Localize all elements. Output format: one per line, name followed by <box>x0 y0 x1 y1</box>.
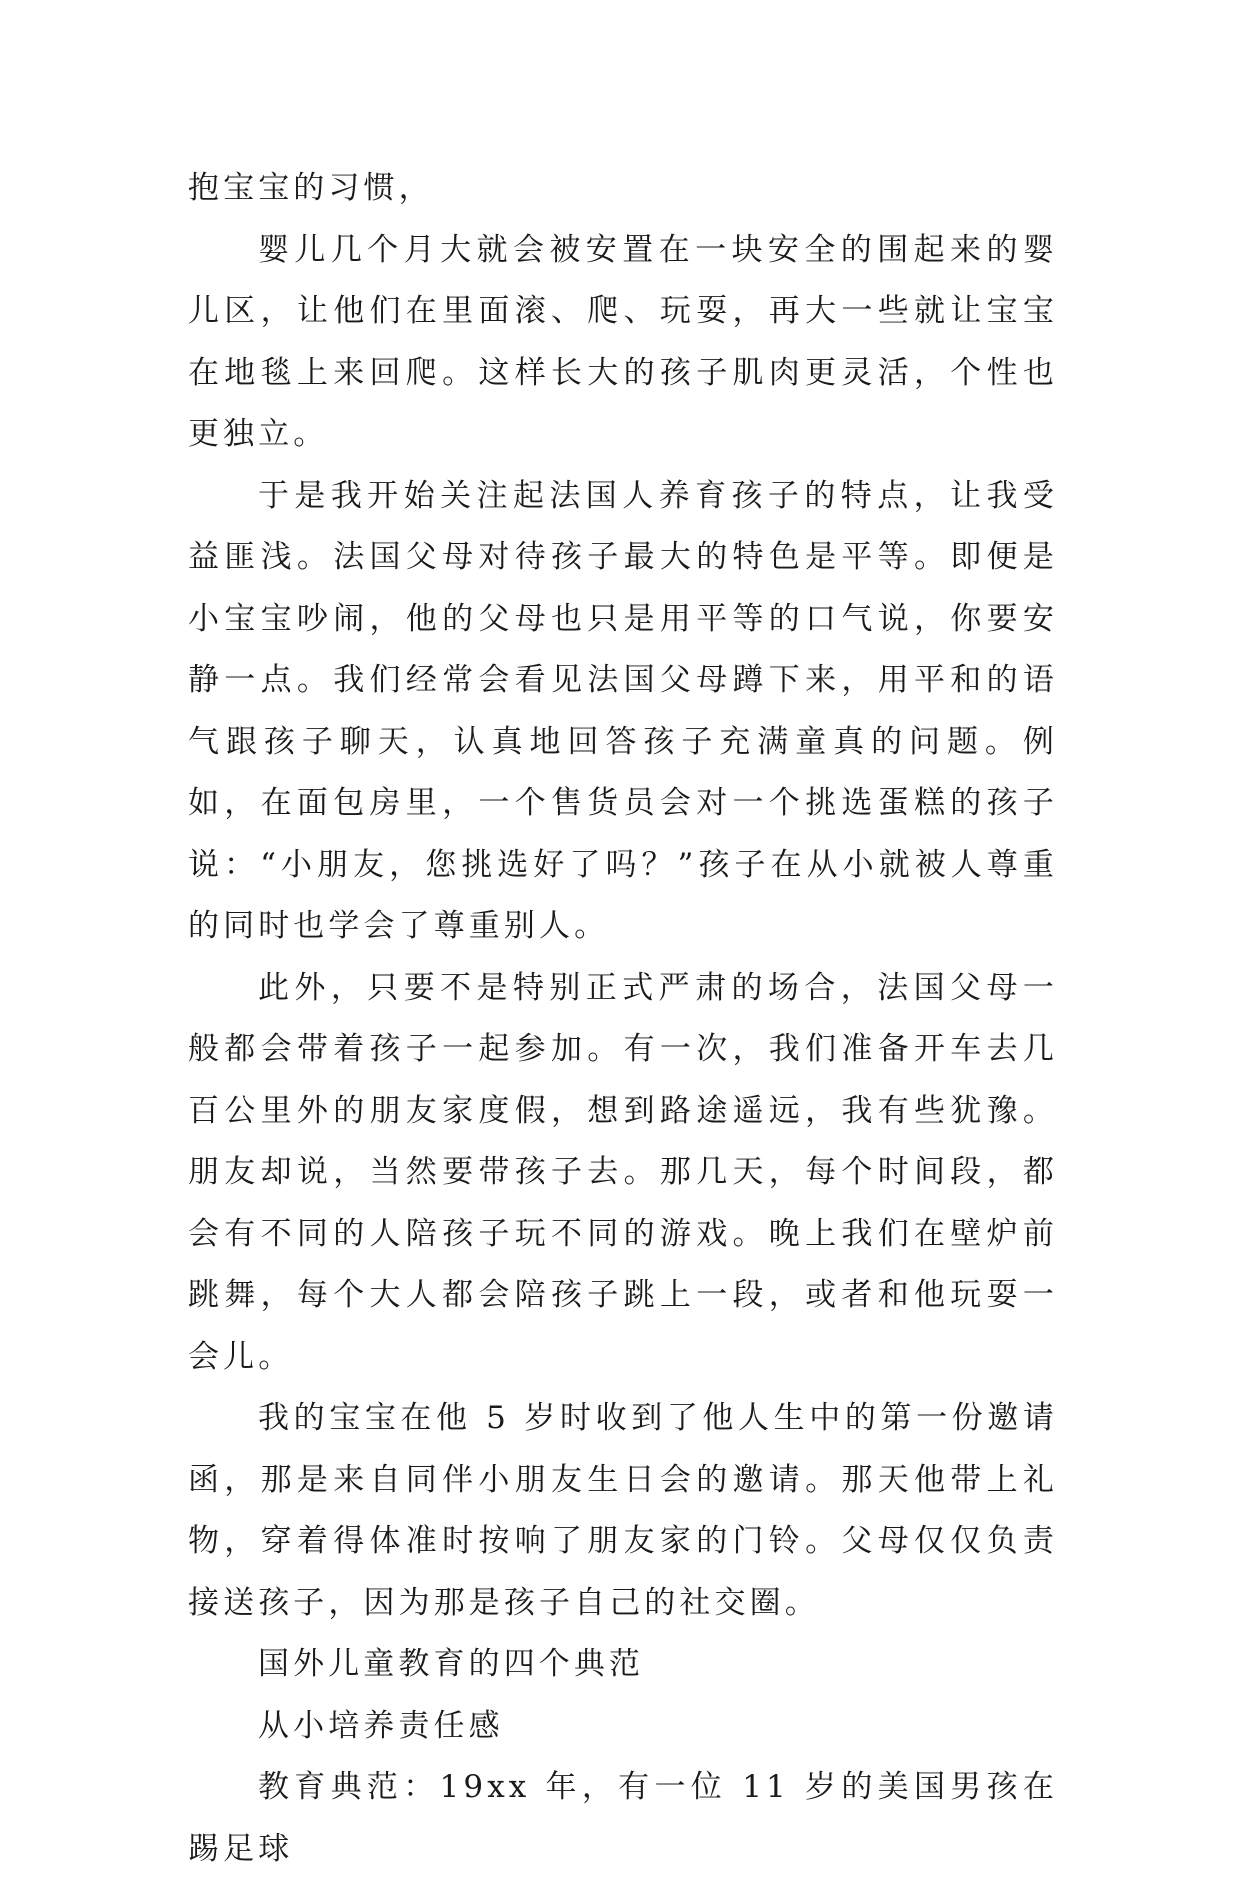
document-body <box>188 158 1058 1880</box>
paragraph-education-example: 教育典范：19xx 年，有一位 11 岁的美国男孩在踢足球 <box>188 1769 1058 1867</box>
section-heading: 国外儿童教育的四个典范 <box>258 1646 645 1682</box>
paragraph-invitation: 我的宝宝在他 5 岁时收到了他人生中的第一份邀请函，那是来自同伴小朋友生日会的邀请。那天他带上礼物，穿着得体准时按响了朋友家的门铃。父母仅仅负责接送孩子，因为那是孩子自己的社交圈。 <box>188 1400 1058 1621</box>
paragraph-bringing-children: 此外，只要不是特别正式严肃的场合，法国父母一般都会带着孩子一起参加。有一次，我们准备开车去几百公里外的朋友家度假，想到路途遥远，我有些犹豫。朋友却说，当然要带孩子去。那几天，每个时间段，都会有不同的人陪孩子玩不同的游戏。晚上我们在壁炉前跳舞，每个大人都会陪孩子跳上一段，或者和他玩耍一会儿。 <box>188 969 1058 1375</box>
paragraph-baby-area: 婴儿几个月大就会被安置在一块安全的围起来的婴儿区，让他们在里面滚、爬、玩耍，再大一些就让宝宝在地毯上来回爬。这样长大的孩子肌肉更灵活，个性也更独立。 <box>188 231 1058 452</box>
paragraph-french-parenting: 于是我开始关注起法国人养育孩子的特点，让我受益匪浅。法国父母对待孩子最大的特色是平等。即便是小宝宝吵闹，他的父母也只是用平等的口气说，你要安静一点。我们经常会看见法国父母蹲下来，用平和的语气跟孩子聊天，认真地回答孩子充满童真的问题。例如，在面包房里，一个售货员会对一个挑选蛋糕的孩子说：“小朋友，您挑选好了吗？”孩子在从小就被人尊重的同时也学会了尊重别人。 <box>188 477 1058 944</box>
paragraph-continuation: 抱宝宝的习惯， <box>188 170 434 206</box>
subsection-heading: 从小培养责任感 <box>258 1707 504 1744</box>
